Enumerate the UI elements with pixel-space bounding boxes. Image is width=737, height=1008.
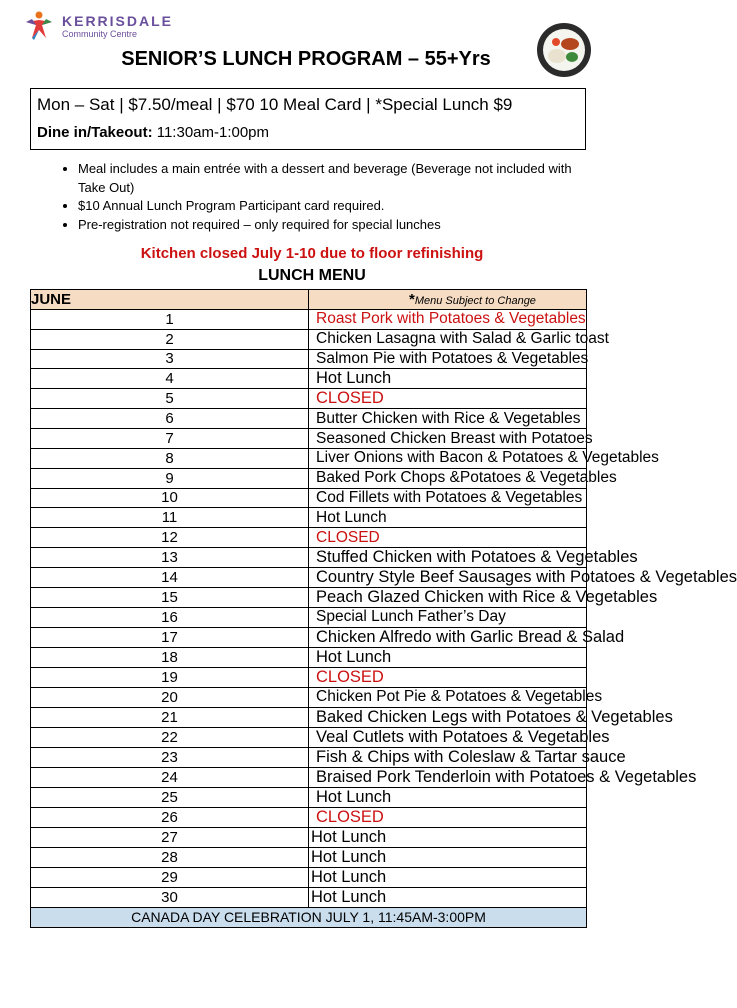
table-row xyxy=(31,647,587,667)
meal-name: Chicken Pot Pie & Potatoes & Vegetables xyxy=(309,687,587,707)
meal-name: Hot Lunch xyxy=(309,508,587,528)
kerrisdale-logo xyxy=(22,10,182,42)
table-row xyxy=(31,747,587,767)
day-number: 15 xyxy=(31,587,309,607)
logo-name: KERRISDALE xyxy=(62,13,174,29)
table-row xyxy=(31,349,587,369)
table-row xyxy=(31,429,587,449)
meal-name: Peach Glazed Chicken with Rice & Vegetables xyxy=(309,587,587,607)
table-row xyxy=(31,409,587,429)
day-number: 21 xyxy=(31,707,309,727)
hours-line xyxy=(37,124,269,141)
meal-name: Country Style Beef Sausages with Potatoes & Vegetables xyxy=(309,567,587,587)
table-row xyxy=(31,627,587,647)
hours-value: 11:30am-1:00pm xyxy=(156,124,270,141)
table-row xyxy=(31,329,587,349)
day-number: 14 xyxy=(31,567,309,587)
lunch-menu-table xyxy=(30,289,737,928)
table-row xyxy=(31,468,587,488)
day-number: 9 xyxy=(31,468,309,488)
month-label: JUNE xyxy=(31,290,309,310)
table-row xyxy=(31,787,587,807)
meal-name: Butter Chicken with Rice & Vegetables xyxy=(309,409,587,429)
meal-name: CLOSED xyxy=(309,528,587,548)
meal-name: Fish & Chips with Coleslaw & Tartar sauce xyxy=(309,747,587,767)
day-number: 19 xyxy=(31,667,309,687)
table-row xyxy=(31,847,587,867)
day-number: 7 xyxy=(31,429,309,449)
meal-name: Roast Pork with Potatoes & Vegetables xyxy=(309,310,587,330)
day-number: 27 xyxy=(31,827,309,847)
note-asterisk: * xyxy=(409,291,415,308)
meal-name: CLOSED xyxy=(309,807,587,827)
pricing-info-box xyxy=(30,88,586,150)
table-header-row xyxy=(31,290,587,310)
meal-name: Cod Fillets with Potatoes & Vegetables xyxy=(309,488,587,508)
logo-subtitle: Community Centre xyxy=(62,29,138,39)
table-row xyxy=(31,488,587,508)
day-number: 24 xyxy=(31,767,309,787)
day-number: 6 xyxy=(31,409,309,429)
day-number: 1 xyxy=(31,310,309,330)
day-number: 3 xyxy=(31,349,309,369)
meal-name: Chicken Lasagna with Salad & Garlic toast xyxy=(309,329,587,349)
meal-name: Hot Lunch xyxy=(309,369,587,389)
table-row xyxy=(31,528,587,548)
meal-name: CLOSED xyxy=(309,667,587,687)
day-number: 25 xyxy=(31,787,309,807)
day-number: 16 xyxy=(31,607,309,627)
note-text: Menu Subject to Change xyxy=(414,295,536,307)
day-number: 30 xyxy=(31,887,309,907)
table-row xyxy=(31,508,587,528)
meal-name: Chicken Alfredo with Garlic Bread & Salad xyxy=(309,627,587,647)
table-row xyxy=(31,707,587,727)
table-row xyxy=(31,547,587,567)
day-number: 28 xyxy=(31,847,309,867)
meal-name: Special Lunch Father’s Day xyxy=(309,607,587,627)
day-number: 17 xyxy=(31,627,309,647)
table-row xyxy=(31,369,587,389)
table-row xyxy=(31,587,587,607)
table-row xyxy=(31,667,587,687)
page-title: SENIOR’S LUNCH PROGRAM – 55+Yrs xyxy=(121,48,491,70)
day-number: 22 xyxy=(31,727,309,747)
meal-name: Hot Lunch xyxy=(309,887,587,907)
meal-name: Braised Pork Tenderloin with Potatoes & Vegetables xyxy=(309,767,587,787)
day-number: 29 xyxy=(31,867,309,887)
table-row xyxy=(31,310,587,330)
meal-plate-icon xyxy=(536,22,592,78)
note-item: • $10 Annual Lunch Program Participant card required. xyxy=(78,197,598,216)
pricing-line: Mon – Sat | $7.50/meal | $70 10 Meal Card | *Special Lunch $9 xyxy=(37,95,513,114)
meal-name: Hot Lunch xyxy=(309,827,587,847)
table-row xyxy=(31,607,587,627)
meal-name: Salmon Pie with Potatoes & Vegetables xyxy=(309,349,587,369)
day-number: 8 xyxy=(31,448,309,468)
menu-title: LUNCH MENU xyxy=(258,267,366,284)
table-row xyxy=(31,887,587,907)
meal-name: Baked Chicken Legs with Potatoes & Vegetables xyxy=(309,707,587,727)
meal-name: Liver Onions with Bacon & Potatoes & Vegetables xyxy=(309,448,587,468)
meal-name: Stuffed Chicken with Potatoes & Vegetables xyxy=(309,547,587,567)
meal-name: Hot Lunch xyxy=(309,867,587,887)
day-number: 4 xyxy=(31,369,309,389)
menu-change-note xyxy=(309,290,587,310)
table-footer-row xyxy=(31,907,587,927)
meal-name: Hot Lunch xyxy=(309,847,587,867)
note-item: • Pre-registration not required – only required for special lunches xyxy=(78,216,598,235)
program-notes xyxy=(60,160,598,234)
table-row xyxy=(31,827,587,847)
table-row xyxy=(31,767,587,787)
table-row xyxy=(31,389,587,409)
meal-name: Seasoned Chicken Breast with Potatoes xyxy=(309,429,587,449)
table-row xyxy=(31,687,587,707)
meal-name: Veal Cutlets with Potatoes & Vegetables xyxy=(309,727,587,747)
kitchen-closed-notice: Kitchen closed July 1-10 due to floor refinishing xyxy=(140,245,484,262)
logo-figure-icon xyxy=(22,10,56,42)
table-row xyxy=(31,448,587,468)
day-number: 18 xyxy=(31,647,309,667)
day-number: 23 xyxy=(31,747,309,767)
day-number: 20 xyxy=(31,687,309,707)
day-number: 13 xyxy=(31,547,309,567)
table-row xyxy=(31,807,587,827)
day-number: 12 xyxy=(31,528,309,548)
day-number: 2 xyxy=(31,329,309,349)
day-number: 10 xyxy=(31,488,309,508)
meal-name: Hot Lunch xyxy=(309,647,587,667)
meal-name: Baked Pork Chops &Potatoes & Vegetables xyxy=(309,468,587,488)
meal-name: Hot Lunch xyxy=(309,787,587,807)
meal-name: CLOSED xyxy=(309,389,587,409)
day-number: 26 xyxy=(31,807,309,827)
day-number: 5 xyxy=(31,389,309,409)
day-number: 11 xyxy=(31,508,309,528)
table-row xyxy=(31,567,587,587)
table-row xyxy=(31,727,587,747)
table-row xyxy=(31,867,587,887)
note-item: • Meal includes a main entrée with a dessert and beverage (Beverage not included with Take Out) xyxy=(78,160,598,197)
canada-day-banner: CANADA DAY CELEBRATION JULY 1, 11:45AM-3:00PM xyxy=(31,907,587,927)
hours-label: Dine in/Takeout: xyxy=(37,124,153,141)
